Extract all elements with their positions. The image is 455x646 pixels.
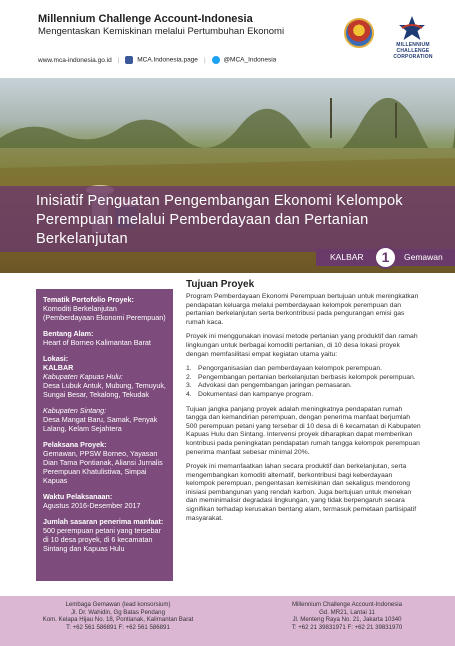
page-title: Inisiatif Penguatan Pengembangan Ekonomi Kelompok Perempuan melalui Pemberdayaan dan Pertanian Berkelanjutan xyxy=(36,193,403,247)
portfolio-value: Komoditi Berkelanjutan (Pemberdayaan Ekonomi Perempuan) xyxy=(43,304,166,322)
portfolio-block xyxy=(43,295,166,322)
indonesia-us-seal-logo xyxy=(344,18,374,48)
paragraph-2: Proyek ini menggunakan inovasi metode pertanian yang produktif dan ramah lingkungan untuk berbagai komoditi pertanian, di 10 desa lokasi proyek dengan memfasilitasi empat kegiatan utama yaitu: xyxy=(186,333,418,358)
region-province: KALBAR xyxy=(330,252,364,262)
sintang-label: Kabupaten Sintang: xyxy=(43,406,107,415)
landscape-label: Bentang Alam: xyxy=(43,329,94,338)
sintang-value: Desa Mangat Baru, Samak, Penyak Lalang, Kelam Sejahtera xyxy=(43,415,158,433)
beneficiary-block xyxy=(43,517,166,553)
project-info-sidebar xyxy=(36,289,173,581)
list-item: 1. Pengorganisasian dan pemberdayaan kelompok perempuan. xyxy=(186,365,383,373)
period-block xyxy=(43,492,166,510)
paragraph-1: Program Pemberdayaan Ekonomi Perempuan bertujuan untuk meningkatkan pendapatan keluarga melalui pemberdayaan kelompok perempuan dan pertanian berkelanjutan serta berkontribusi pada pengurangan emisi gas rumah kaca. xyxy=(186,293,419,326)
implementer-label: Pelaksana Proyek: xyxy=(43,440,107,449)
period-value: Agustus 2016-Desember 2017 xyxy=(43,501,141,510)
location-label: Lokasi: xyxy=(43,354,69,363)
facebook-handle: MCA.Indonesia.page xyxy=(137,56,198,64)
org-name: Millennium Challenge Account-Indonesia xyxy=(38,13,253,25)
footer-lead-address: Lembaga Gemawan (lead konsorsium) Jl. Dr. Wahidin, Gg Batas Pendang Kom. Kelapa Hijau No. 18, Pontianak, Kalimantan Barat T: +62 561 586891 F: +62 561 586891 xyxy=(42,601,194,631)
landscape-block xyxy=(43,329,166,347)
mcc-star-icon xyxy=(392,14,432,42)
twitter-handle: @MCA_Indonesia xyxy=(223,56,277,64)
facebook-icon xyxy=(125,56,133,64)
period-label: Waktu Pelaksanaan: xyxy=(43,492,113,501)
sintang-block xyxy=(43,406,166,433)
website-link[interactable]: www.mca-indonesia.go.id xyxy=(38,56,112,64)
paragraph-4: Proyek ini memanfaatkan lahan secara produktif dan berkelanjutan, serta mengembangkan komoditi alternatif, berkontribusi bagi keberdayaan kelompok perempuan, pengentasan kemiskinan dan sekaligus mendorong inisiasi pembangunan yang rendah karbon. Juga bertujuan untuk menekan dan meminimalisir degradasi lingkungan, yang tidak berpengaruh secara signifikan terhadap kerusakan bentang alam, termasuk pemetaan partisipatif masyarakat. xyxy=(186,463,417,522)
facebook-link[interactable] xyxy=(125,56,198,64)
list-item: 4. Dokumentasi dan kampanye program. xyxy=(186,390,314,398)
section-heading: Tujuan Proyek xyxy=(186,279,255,290)
list-item: 2. Pengembangan pertanian berkelanjutan berbasis kelompok perempuan. xyxy=(186,373,416,381)
mcc-logo-text: MILLENNIUM CHALLENGE CORPORATION xyxy=(393,42,433,60)
footer-mca-address: Millennium Challenge Account-Indonesia Gd. MR21, Lantai 11 Jl. Menteng Raya No. 21, Jakarta 10340 T: +62 21 39831971 F: +62 21 39831970 xyxy=(291,601,403,631)
region-partner: Gemawan xyxy=(404,252,443,262)
twitter-icon xyxy=(212,56,220,64)
location-province: KALBAR xyxy=(43,363,74,372)
main-content xyxy=(186,279,422,529)
treeline-graphic xyxy=(0,98,455,148)
implementer-block xyxy=(43,440,166,485)
paragraph-3: Tujuan jangka panjang proyek adalah meningkatnya pendapatan rumah tangga dan kemandirian perempuan, dengan penerima manfaat berjumlah 500 perempuan petani yang tersebar di 10 desa di 6 kecamatan di Kabupaten Kapuas Hulu dan Sintang. Intervensi proyek diharapkan dapat memberikan kontribusi pada peningkatan pendapatan rumah tangga kelompok perempuan penerima manfaat sebesar minimal 20%. xyxy=(186,405,421,456)
kapuas-value: Desa Lubuk Antuk, Mubung, Temuyuk, Sungai Besar, Tekalong, Tekudak xyxy=(43,381,166,399)
region-number: 1 xyxy=(374,246,397,269)
landscape-value: Heart of Borneo Kalimantan Barat xyxy=(43,338,151,347)
beneficiary-value: 500 perempuan petani yang tersebar di 10 desa proyek, di 6 kecamatan Sintang dan Kapuas Hulu xyxy=(43,526,161,553)
location-block xyxy=(43,354,166,399)
org-tagline: Mengentaskan Kemiskinan melalui Pertumbuhan Ekonomi xyxy=(38,26,285,37)
page-header xyxy=(0,0,455,78)
portfolio-label: Tematik Portofolio Proyek: xyxy=(43,295,134,304)
implementer-value: Gemawan, PPSW Borneo, Yayasan Dian Tama Pontianak, Aliansi Jurnalis Perempuan Khatulistiwa, Simpai Kapuas xyxy=(43,449,163,485)
twitter-link[interactable] xyxy=(212,56,277,64)
activity-list xyxy=(186,365,422,399)
list-item: 3. Advokasi dan pengembangan jaringan pemasaran. xyxy=(186,382,352,390)
contact-bar: www.mca-indonesia.go.id | MCA.Indonesia.page | @MCA_Indonesia xyxy=(38,56,277,64)
kapuas-label: Kabupaten Kapuas Hulu: xyxy=(43,372,123,381)
beneficiary-label: Jumlah sasaran penerima manfaat: xyxy=(43,517,164,526)
mcc-logo xyxy=(392,14,432,62)
